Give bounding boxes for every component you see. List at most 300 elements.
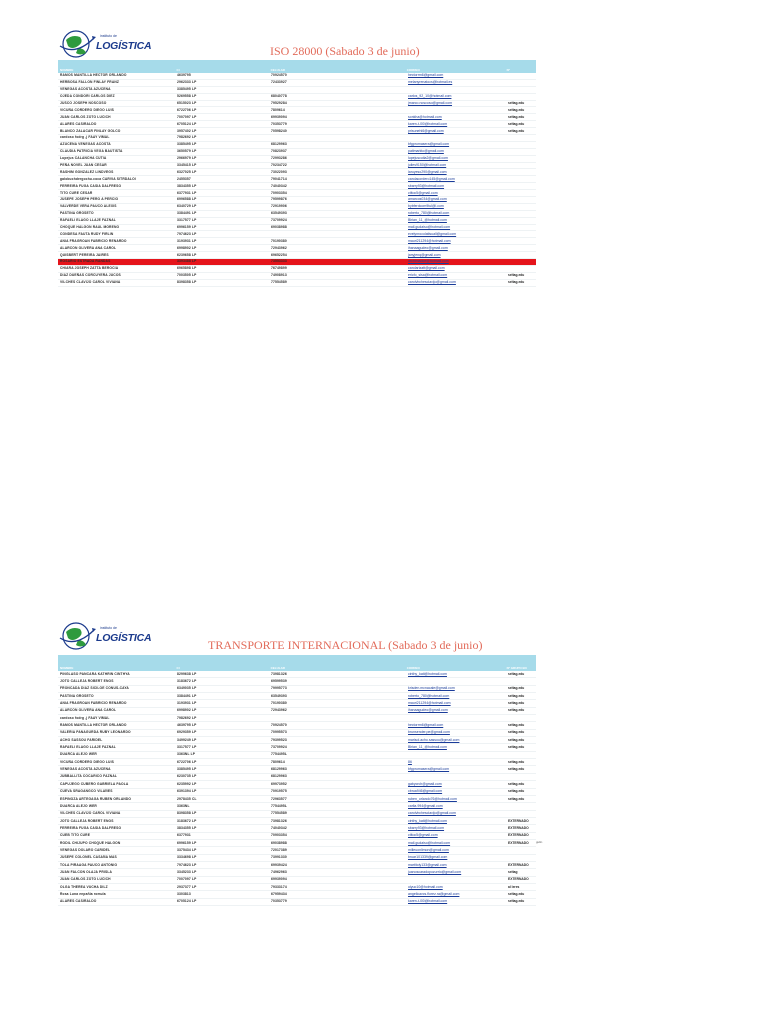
cell-ci: 7974623 LP (177, 862, 197, 867)
header-ci: CI (176, 68, 180, 72)
cell-name: PASTINA GROSETO (60, 693, 94, 698)
cell-grupo: seltag.edu (508, 114, 525, 119)
cell-name: HERBOSA FALLON FINLAY FRANZ (60, 80, 120, 85)
cell-email-link[interactable]: sbarry93@hotmail.com (408, 825, 445, 830)
cell-email-link[interactable]: carolvbchesciavijo@gmail.com (408, 280, 456, 285)
table-row (58, 737, 536, 744)
cell-email-link[interactable]: carolarizatt@gmail.com (408, 266, 445, 271)
cell-email-link[interactable]: ctitoc5@gmail.com (408, 833, 438, 838)
cell-ci: 6722706 LP (177, 107, 197, 112)
cell-email-link[interactable]: prisunehi6@gmail.com (408, 128, 444, 133)
table-row (58, 847, 536, 854)
cell-grupo: EXTERNADO (508, 840, 529, 845)
cell-email-link[interactable]: mauri211294@hotmail.com (408, 238, 451, 243)
table-row (58, 781, 536, 788)
logistica-logo (58, 26, 152, 60)
cell-name: JUAN CARLOS ZOTO LUCICH (60, 877, 111, 882)
cell-ci: 6998902 LP (177, 245, 197, 250)
cell-grupo: EXTERNADO (508, 862, 529, 867)
cell-grupo: EXTERNADO (508, 833, 529, 838)
cell-celular: 69652254 (271, 252, 287, 257)
table-row (58, 811, 536, 818)
cell-ci: 7007097 LP (177, 877, 197, 882)
cell-celular: 7754495L (271, 803, 288, 808)
cell-celular: 72943962 (271, 708, 287, 713)
section-iso (58, 26, 536, 287)
cell-grupo: seltag.edu (508, 796, 525, 801)
table-row (58, 774, 536, 781)
cell-ci: 7982692 LP (177, 715, 197, 720)
cell-email-link[interactable]: amarcos034@gmail.com (408, 197, 447, 202)
cell-ci: 6391394 LP (177, 789, 197, 794)
cell-celular: 70190380 (271, 238, 287, 243)
cell-email-link[interactable]: olyuo10@hotmail.com (408, 884, 443, 889)
cell-name: JUAN CARLOS ZOTO LUCICH (60, 114, 111, 119)
table-row (58, 730, 536, 737)
cell-ci: 3303813 (177, 891, 191, 896)
cell-email-link[interactable]: carolvbchesciavijo@gmail.com (408, 811, 456, 816)
cell-name: CUEVA SRAGANGCO VILAÑES (60, 789, 113, 794)
cell-grupo: seltag.edu (508, 723, 525, 728)
cell-email-link[interactable]: juanoscaradopozurrio@gmail.com (408, 869, 462, 874)
cell-ci: 7982692 LP (177, 135, 197, 140)
cell-name: PEÑA NOVEL JUAN CESAR (60, 163, 107, 168)
cell-email-link[interactable]: ihanaagudeo@gmail.com (408, 708, 448, 713)
cell-name: Lupejus CALANCHA CUTIA (60, 156, 107, 161)
cell-email-link[interactable]: cbrua946@gmail.com (408, 789, 443, 794)
cell-ci: 2455357 (177, 176, 191, 181)
cell-celular: 70598240 (271, 128, 287, 133)
cell-grupo: seltag.edu (508, 789, 525, 794)
table-row (58, 114, 536, 121)
logo-subtext: instituto de (100, 626, 117, 630)
cell-email-link[interactable]: carlia.994@gmail.com (408, 803, 443, 808)
cell-email-link[interactable]: karen-t-l00@hotmail.com (408, 899, 448, 904)
cell-ci: 3384491 LP (177, 211, 197, 216)
cell-ci: 3183672 LP (177, 818, 197, 823)
cell-ci: 6327025 LP (177, 169, 197, 174)
table-row (58, 128, 536, 135)
cell-ci: 2937377 LP (177, 884, 197, 889)
cell-name: BLANCO ZALACAR FINLAY GOLCO (60, 128, 121, 133)
cell-email-link[interactable]: ihanaagudeo@gmail.com (408, 245, 448, 250)
cell-email-link[interactable]: hectorrm6@gmail.com (408, 723, 444, 728)
cell-ci: 7007097 LP (177, 114, 197, 119)
cell-grupo: seltag.edu (508, 781, 525, 786)
cell-ci: 6998902 LP (177, 708, 197, 713)
cell-email-link[interactable]: lupejuscutia2@gmail.com (408, 156, 448, 161)
cell-name: OJEDA CONDORI CARLOS DIEZ (60, 94, 115, 99)
table-row (58, 190, 536, 197)
cell-ci: 3317577 LP (177, 745, 197, 750)
cell-ci: 3345233 LP (177, 869, 197, 874)
cell-celular: 63549393 (271, 211, 287, 216)
cell-ci: 5269558 LP (177, 94, 197, 99)
cell-ci: 4639795 LP (177, 723, 197, 728)
cell-email-link[interactable]: sbarry93@hotmail.com (408, 183, 445, 188)
cell-ci: 3384491 LP (177, 693, 197, 698)
table-row (58, 803, 536, 810)
cell-grupo: EXTERNADO (508, 877, 529, 882)
cell-ci: 3193931 LP (177, 701, 197, 706)
cell-celular: 76749899 (271, 266, 287, 271)
cell-celular: 69038988 (271, 840, 287, 845)
cell-grupo: seltag.edu (508, 693, 525, 698)
cell-name: VENEGAS DOLARO CARIDEL (60, 847, 111, 852)
cell-celular: 63549393 (271, 693, 287, 698)
table-row (58, 73, 536, 80)
logo-subtext: instituto de (100, 34, 117, 38)
cell-grupo: seltag.edu (508, 891, 525, 896)
cell-celular: 79399523 (271, 737, 287, 742)
cell-celular: 69973952 (271, 781, 287, 786)
cell-email-link[interactable]: sonkha@hotmail.com (408, 114, 442, 119)
table-row (58, 678, 536, 685)
cell-name: JOTO CALLEJA ROBERT ENOS (60, 818, 114, 823)
cell-email-link[interactable]: krisden.mcnacale@gmail.com (408, 686, 455, 691)
cell-name: JUSCO JOSEPH NOSCOSO (60, 101, 107, 105)
table-row (58, 225, 536, 232)
table-row (58, 884, 536, 891)
cell-grupo: seltag.edu (508, 759, 525, 764)
cell-email-link[interactable]: bybferdcom9tul@l.com (408, 204, 444, 209)
cell-ci: 3834355 LP (177, 183, 197, 188)
cell-email-link[interactable]: bruar101339@gmail.com (408, 855, 448, 860)
table-row (58, 700, 536, 707)
cell-celular: 74040342 (271, 825, 287, 830)
table-body (58, 671, 536, 906)
cell-grupo: seltag.edu (508, 737, 525, 742)
table-row (58, 101, 536, 108)
cell-email-link[interactable]: martitoly133@gmail.com (408, 862, 447, 867)
cell-celular: 72017389 (271, 847, 287, 852)
cell-email-link[interactable]: milleuonlimon@gmail.com (408, 847, 449, 852)
cell-celular: 70924570 (271, 723, 287, 728)
cell-ci: 6705124 LP (177, 121, 197, 126)
cell-ci: 3650579 LP (177, 149, 197, 154)
cell-grupo: seltag.edu (508, 128, 525, 133)
cell-ci: 6705124 LP (177, 899, 197, 904)
cell-name: JUAN FALCON OLAJA PRISLA (60, 869, 113, 874)
table-row (58, 796, 536, 803)
cell-name: CHIARA JOSEPH ZATTA BEROCIA (60, 266, 119, 271)
cell-celular: 68129963 (271, 142, 287, 147)
table-row (58, 238, 536, 245)
cell-name: ESPINOZA ARTEGAGA RUBEN ORLANDO (60, 796, 132, 801)
cell-name: CAPUJEGO CUBERO GABRIELA PAOLA (60, 781, 129, 786)
cell-celular: 73981326 (271, 671, 287, 676)
cell-celular: 72993286 (271, 156, 287, 161)
header-ci: CI (176, 666, 180, 670)
cell-celular: 69939424 (271, 862, 287, 867)
cell-celular: 70919575 (271, 789, 287, 794)
cell-email-link[interactable]: jmarco.noscoso@gmail.com (408, 101, 453, 105)
cell-ci: 8398358 LP (177, 280, 197, 285)
table-row (58, 891, 536, 898)
table-row (58, 877, 536, 884)
cell-email-link[interactable]: marisol.acho.sassou@gmail.com (408, 737, 460, 742)
table-row (58, 766, 536, 773)
cell-name: PINGLASO PANCARA KATHRIN CINTHYA (60, 671, 130, 676)
cell-name: RASHIM GONZALEZ LINDVEGS (60, 169, 114, 174)
cell-name: ALARES CASIRALDO (60, 121, 97, 126)
cell-grupo: seltag.edu (508, 745, 525, 750)
table-row (58, 80, 536, 87)
cell-email-link[interactable]: mauri211294@hotmail.com (408, 701, 451, 706)
cell-email-link[interactable]: brunsender.pe@gmail.com (408, 730, 450, 735)
header-nombre: NOMBRE (60, 68, 74, 72)
table-row (58, 855, 536, 862)
cell-celular: 7809614 (271, 107, 285, 112)
cell-celular: 7754495L (271, 752, 288, 757)
cell-ci: 3363NL LP (177, 752, 196, 757)
cell-grupo: seltag.edu (508, 730, 525, 735)
section-header (58, 618, 536, 652)
table-row (58, 280, 536, 287)
cell-name: DUARCA ALEJO WER (60, 752, 97, 757)
cell-name: JUSEPE COLONEL CASAÑA MAS (60, 855, 117, 860)
cell-ci: 2962333 LP (177, 80, 197, 85)
cell-name: galobuchdergochu.coca CARVIA SITRDALOI (60, 176, 136, 181)
cell-email-link[interactable]: ruben_orlando76@hotmail.com (408, 796, 457, 801)
cell-ci: 6515023 LP (177, 101, 197, 105)
cell-email-link[interactable]: mail.gudaiso@hotmail.com (408, 840, 451, 845)
cell-email-link[interactable]: roberto_780@hotmail.com (408, 693, 450, 698)
cell-ci: 6377931 (177, 833, 191, 838)
cell-celular: 79041714 (271, 176, 287, 181)
cell-ci: 3345415 LP (177, 163, 197, 168)
table-row (58, 273, 536, 280)
cell-email-link[interactable]: mail.gudaiso@hotmail.com (408, 225, 451, 230)
cell-celular: 79529284 (271, 101, 287, 105)
cell-grupo: seltag.edu (508, 686, 525, 691)
cell-ci: 8299638 LP (177, 671, 197, 676)
cell-email-link[interactable]: bfgpromasera@gmail.com (408, 767, 450, 772)
cell-email-link[interactable]: bfgpromasera@gmail.com (408, 142, 450, 147)
cell-celular: 67959434 (271, 891, 287, 896)
cell-email-link[interactable]: julies9150@hotmail.com (408, 163, 447, 168)
table-row (58, 671, 536, 678)
cell-name: VILCHES CLAVIJO CAROL VIVIANA (60, 811, 121, 816)
cell-email-link[interactable]: carlos_92_10@hotmail.com (408, 94, 452, 99)
table-row (58, 266, 536, 273)
table-row (58, 121, 536, 128)
table-header (58, 655, 536, 671)
cell-email-link[interactable]: janyjenq@gmail.com (408, 252, 441, 257)
table-row (58, 87, 536, 94)
cell-celular: 72433927 (271, 80, 287, 85)
cell-grupo: al leres (508, 884, 520, 889)
cell-grupo: seltag.edu (508, 708, 525, 713)
cell-ci: 6929359 LP (177, 730, 197, 735)
cell-celular: 70190380 (271, 701, 287, 706)
cell-name: Rosa Luna enpañia romula (60, 891, 106, 896)
cell-ci: 3385495 LP (177, 142, 197, 147)
cell-ci: 3334698 LP (177, 855, 197, 860)
cell-ci: 6996159 LP (177, 225, 197, 230)
cell-ci: 3317577 LP (177, 218, 197, 223)
cell-name: VENEGAS ACOSTA AZUCENA (60, 87, 111, 92)
table-row (58, 183, 536, 190)
cell-celular: 69038988 (271, 225, 287, 230)
cell-grupo: seltag.edu (508, 701, 525, 706)
table-body (58, 73, 536, 287)
cell-name: CHOQUE HALGON RAUL MORENO (60, 225, 120, 230)
cell-name: JUBBALLITA COCARICO FAZNAL (60, 774, 118, 779)
cell-name: DIAZ DUEÑAS CORCUYERA JUCOS (60, 273, 121, 278)
cell-email-link[interactable]: carolacordero145@gmail.com (408, 176, 455, 181)
cell-ci: 3385495 LP (177, 767, 197, 772)
table-row (58, 197, 536, 204)
header-correo: CORREO (406, 666, 420, 670)
cell-celular: 70353779 (271, 121, 287, 126)
table-row (58, 869, 536, 876)
cell-email-link[interactable]: melanyrenatocs@hotmail.es (408, 80, 453, 85)
cell-ci: 3375434 LP (177, 847, 197, 852)
cell-celular: 73709924 (271, 745, 287, 750)
logo-wordmark: LOGÍSTICA (96, 632, 152, 644)
cell-celular: 70903354 (271, 190, 287, 195)
cell-celular: 73981326 (271, 818, 287, 823)
cell-celular: 70823937 (271, 149, 287, 154)
header-grupo: Nº GRUPO EN (506, 665, 527, 670)
cell-name: RAMOS MANTILLA HECTOR ORLANDO (60, 723, 127, 728)
cell-ci: 3183672 LP (177, 679, 197, 684)
table-row (58, 135, 536, 142)
table-row (58, 818, 536, 825)
cell-name: RAMOS MANTILLA HECTOR ORLANDO (60, 73, 127, 78)
cell-name: PASTINA GROSETO (60, 211, 94, 216)
cell-celular: 70353779 (271, 899, 287, 904)
cell-name: VENEGAS ACOSTA AZUCENA (60, 767, 111, 772)
cell-celular: 73709924 (271, 218, 287, 223)
cell-ci: 3193931 LP (177, 238, 197, 243)
table-row (58, 833, 536, 840)
table-row (58, 149, 536, 156)
cell-email-link[interactable]: patimarkto@gmail.com (408, 149, 444, 154)
cell-celular: 7809614 (271, 759, 285, 764)
table-row (58, 693, 536, 700)
cell-name: QUISBERT PEREIRA JAIRES (60, 252, 109, 257)
cell-celular: 69599539 (271, 679, 287, 684)
header-correo: CORREO (406, 68, 420, 72)
cell-name: ALARCON OLIVERA ANA CAROL (60, 708, 117, 713)
logo-wordmark: LOGÍSTICA (96, 40, 152, 52)
cell-celular: 72919906 (271, 204, 287, 209)
cell-name: VALERIA PANAGURDA RUBY LEONARDO (60, 730, 131, 735)
cell-email-link[interactable]: archimadoe@hotmail.com (408, 259, 449, 264)
cell-name: FRONCADA DIAZ SICILOE CONUS-CAYA (60, 686, 129, 691)
cell-email-link[interactable]: cinthy_kati@hotmail.com (408, 671, 447, 676)
cell-email-link[interactable]: ctitoc5@gmail.com (408, 190, 438, 195)
cell-email-link[interactable]: gabycrch@gmail.com (408, 781, 442, 786)
section-header (58, 26, 536, 60)
cell-email-link[interactable]: cinthy_kati@hotmail.com (408, 818, 447, 823)
cell-name: ANIA FRAGROAN FABRICIO RENARDO (60, 701, 127, 706)
cell-celular: 77554589 (271, 811, 287, 816)
table-row (58, 231, 536, 238)
cell-celular: 70924570 (271, 73, 287, 78)
table-row (58, 899, 536, 906)
table-row (58, 252, 536, 259)
cell-email-link[interactable]: Blrian_11_@hotmail.com (408, 745, 447, 750)
cell-email-link[interactable]: Blrian_11_@hotmail.com (408, 218, 447, 223)
cell-email-link[interactable]: 86 (408, 759, 412, 764)
cell-celular: 68129963 (271, 767, 287, 772)
cell-grupo: seltag.edu (508, 280, 525, 285)
cell-ci: 3385495 LP (177, 87, 197, 92)
table-row (58, 176, 536, 183)
table-row (58, 862, 536, 869)
cell-email-link[interactable]: hectorrm6@gmail.com (408, 73, 444, 78)
cell-ci: 6965898 LP (177, 266, 197, 271)
cell-email-link[interactable]: evelynrocolatisuall@gmail.com (408, 231, 457, 236)
cell-ci: 2966979 LP (177, 156, 197, 161)
cell-name: ROSARIO ESTRADA RANDAS (60, 259, 111, 264)
table-row (58, 708, 536, 715)
cell-name: cardoso fodrg ,j FAAY VIMAL (60, 135, 110, 140)
table-row (58, 259, 536, 266)
cell-ci: 6235992 LP (177, 781, 197, 786)
cell-name: VILCHES CLAVIJO CAROL VIVIANA (60, 280, 121, 285)
cell-celular: 72943962 (271, 245, 287, 250)
cell-email-link[interactable]: angelicavcs.florez.ra@gmail.com (408, 891, 460, 896)
cell-grupo: seltag.edu (508, 101, 525, 105)
table-row (58, 789, 536, 796)
cell-email-link[interactable]: roberto_780@hotmail.com (408, 211, 450, 216)
cell-grupo: seltag (508, 869, 518, 874)
cell-ci: 7974623 LP (177, 231, 197, 236)
cell-name: VICUÑA CORDERO DIEGO LUIS (60, 107, 114, 112)
section-transporte (58, 618, 536, 906)
cell-name: FERREIRA FUGA CASIA DALFRESO (60, 825, 122, 830)
cell-email-link[interactable]: ericfo_sisa@hotmail.com (408, 273, 448, 278)
cell-ci: 6239658 LP (177, 252, 197, 257)
cell-celular: 79995773 (271, 686, 287, 691)
cell-celular: 77554589 (271, 280, 287, 285)
page-title: TRANSPORTE INTERNACIONAL (Sabado 3 de junio) (208, 638, 483, 652)
cell-celular: 69939094 (271, 877, 287, 882)
table-row (58, 142, 536, 149)
cell-ci: 3363NL (177, 803, 190, 808)
cell-ci: 4639795 (177, 73, 191, 78)
table-row (58, 245, 536, 252)
table-row (58, 744, 536, 751)
cell-name: FERREIRA FUGA CASIA DALFRESO (60, 183, 122, 188)
table-row (58, 759, 536, 766)
cell-grupo: seltag.edu (508, 899, 525, 904)
cell-name: ACHO SASSOU FARIDEL (60, 737, 103, 742)
table-row (58, 107, 536, 114)
cell-grupo: EXTERNADO (508, 818, 529, 823)
cell-name: RAFAELI ELAGO LLAJE FAZNAL (60, 745, 116, 750)
cell-email-link[interactable]: laruyeso290@gmail.com (408, 169, 447, 174)
table-row (58, 218, 536, 225)
cell-celular: 74962963 (271, 869, 287, 874)
table-row (58, 686, 536, 693)
cell-grupo: seltag.edu (508, 671, 525, 676)
cell-grupo: seltag.edu (508, 273, 525, 278)
table-row (58, 840, 536, 847)
cell-grupo: seltag.edu (508, 121, 525, 126)
cell-email-link[interactable]: karen-t-l00@hotmail.com (408, 121, 448, 126)
table-row (58, 204, 536, 211)
cell-ci: 2978435 CL (177, 796, 197, 801)
header-celular: CELULAR (270, 666, 285, 670)
cell-celular: 74040342 (271, 183, 287, 188)
cell-celular: 74908913 (271, 273, 287, 278)
cell-celular: 70234722 (271, 163, 287, 168)
